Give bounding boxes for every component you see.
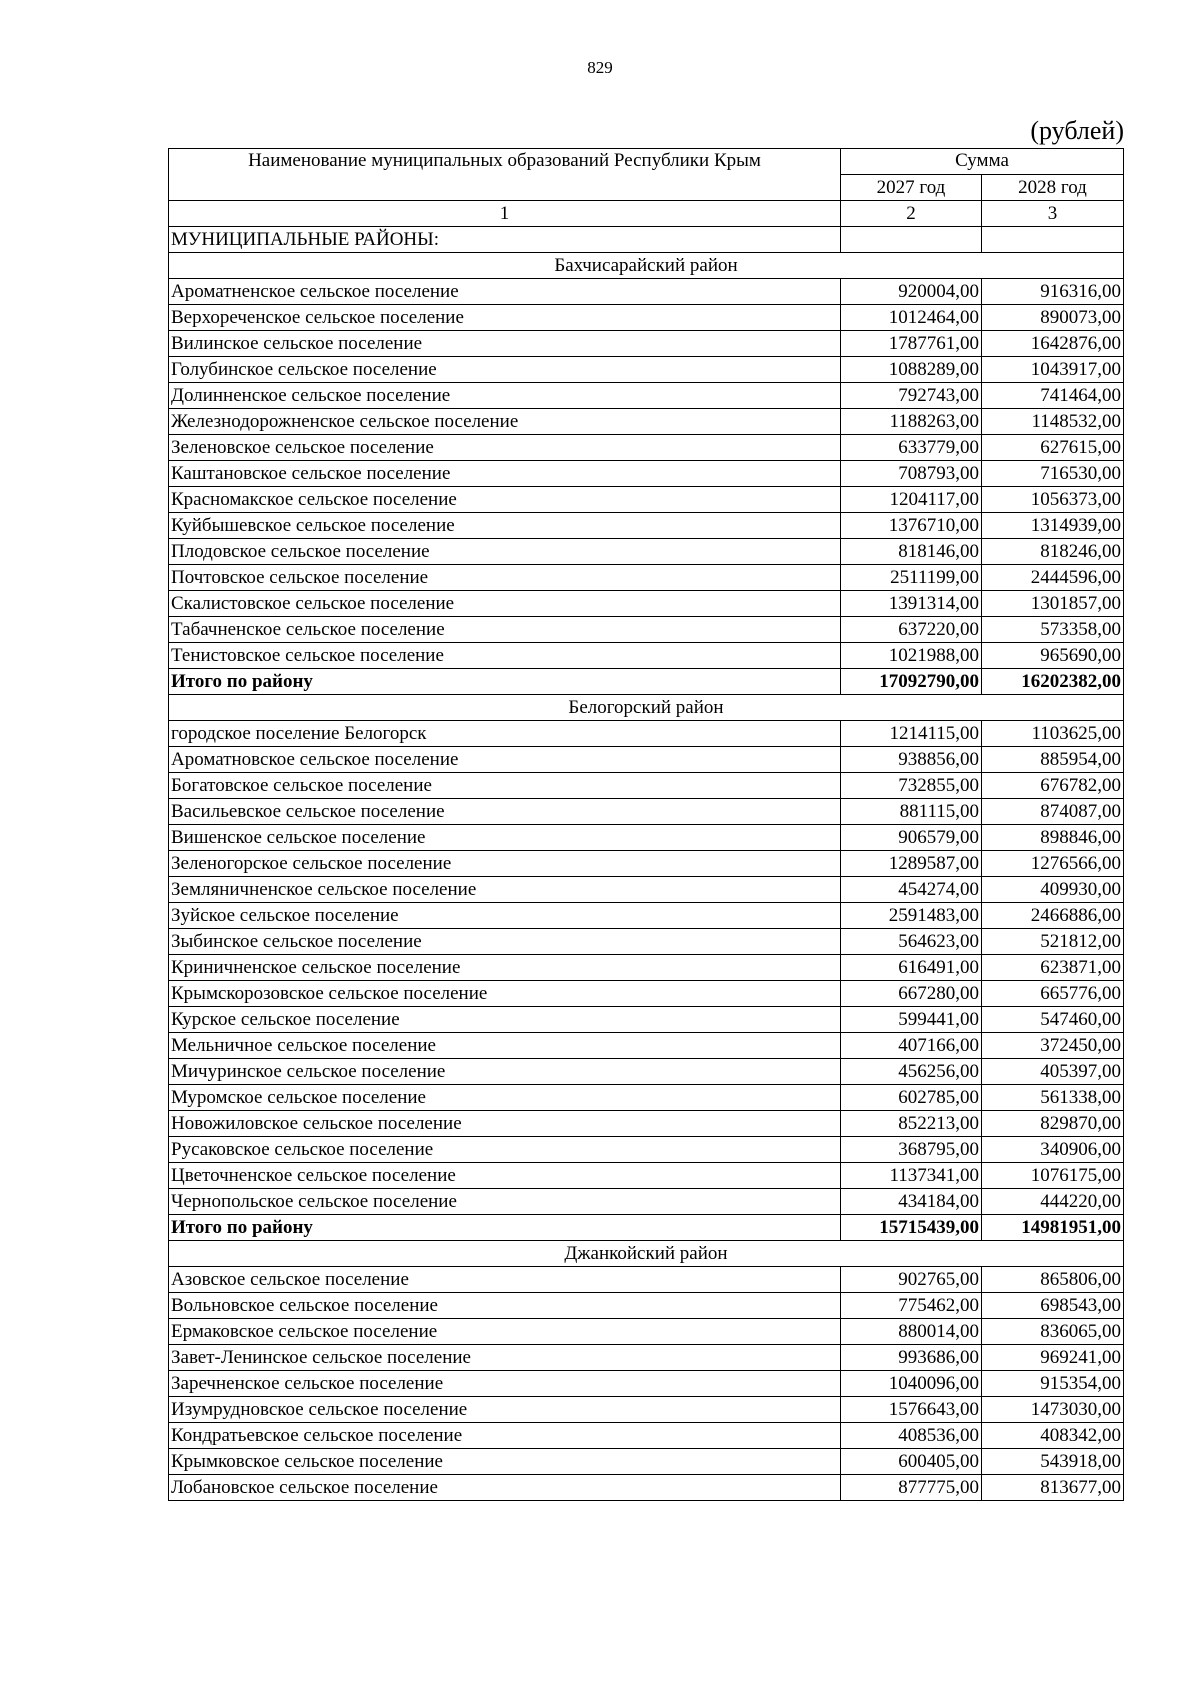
amount-2027: 1787761,00 xyxy=(841,331,982,357)
amount-2028: 1642876,00 xyxy=(982,331,1124,357)
table-row xyxy=(169,643,1124,669)
header-year-2028: 2028 год xyxy=(982,175,1124,201)
amount-2028: 1301857,00 xyxy=(982,591,1124,617)
amount-2028: 865806,00 xyxy=(982,1267,1124,1293)
header-name-column: Наименование муниципальных образований Республики Крым xyxy=(169,149,841,201)
settlement-name: Богатовское сельское поселение xyxy=(169,773,841,799)
settlement-name: Плодовское сельское поселение xyxy=(169,539,841,565)
amount-2028: 623871,00 xyxy=(982,955,1124,981)
amount-2027: 1088289,00 xyxy=(841,357,982,383)
header-row-1 xyxy=(169,149,1124,175)
column-number-3: 3 xyxy=(982,201,1124,227)
amount-2028: 543918,00 xyxy=(982,1449,1124,1475)
table-row xyxy=(169,1319,1124,1345)
empty-cell xyxy=(982,227,1124,253)
total-label: Итого по району xyxy=(169,1215,841,1241)
settlement-name: Вилинское сельское поселение xyxy=(169,331,841,357)
amount-2028: 340906,00 xyxy=(982,1137,1124,1163)
table-row xyxy=(169,1163,1124,1189)
amount-2027: 1391314,00 xyxy=(841,591,982,617)
settlement-name: Зеленовское сельское поселение xyxy=(169,435,841,461)
amount-2027: 2511199,00 xyxy=(841,565,982,591)
column-number-2: 2 xyxy=(841,201,982,227)
table-row xyxy=(169,981,1124,1007)
amount-2028: 915354,00 xyxy=(982,1371,1124,1397)
table-row xyxy=(169,305,1124,331)
district-total-row xyxy=(169,669,1124,695)
amount-2028: 521812,00 xyxy=(982,929,1124,955)
table-body xyxy=(169,149,1124,1501)
amount-2028: 885954,00 xyxy=(982,747,1124,773)
settlement-name: Железнодорожненское сельское поселение xyxy=(169,409,841,435)
settlement-name: Табачненское сельское поселение xyxy=(169,617,841,643)
settlement-name: Голубинское сельское поселение xyxy=(169,357,841,383)
table-row xyxy=(169,435,1124,461)
table-row xyxy=(169,929,1124,955)
amount-2028: 836065,00 xyxy=(982,1319,1124,1345)
settlement-name: Земляничненское сельское поселение xyxy=(169,877,841,903)
settlement-name: Муромское сельское поселение xyxy=(169,1085,841,1111)
settlement-name: Скалистовское сельское поселение xyxy=(169,591,841,617)
amount-2028: 573358,00 xyxy=(982,617,1124,643)
table-row xyxy=(169,825,1124,851)
total-label: Итого по району xyxy=(169,669,841,695)
amount-2028: 698543,00 xyxy=(982,1293,1124,1319)
table-row xyxy=(169,1189,1124,1215)
amount-2028: 1148532,00 xyxy=(982,409,1124,435)
settlement-name: Ароматненское сельское поселение xyxy=(169,279,841,305)
table-row xyxy=(169,851,1124,877)
amount-2027: 667280,00 xyxy=(841,981,982,1007)
table-row xyxy=(169,903,1124,929)
district-total-row xyxy=(169,1215,1124,1241)
amount-2027: 1188263,00 xyxy=(841,409,982,435)
district-title-row xyxy=(169,695,1124,721)
table-row xyxy=(169,747,1124,773)
settlement-name: Азовское сельское поселение xyxy=(169,1267,841,1293)
table-row xyxy=(169,1111,1124,1137)
settlement-name: Вишенское сельское поселение xyxy=(169,825,841,851)
amount-2027: 775462,00 xyxy=(841,1293,982,1319)
settlement-name: Ермаковское сельское поселение xyxy=(169,1319,841,1345)
table-row xyxy=(169,565,1124,591)
page-number: 829 xyxy=(587,58,613,77)
table-row xyxy=(169,539,1124,565)
amount-2027: 633779,00 xyxy=(841,435,982,461)
amount-2027: 599441,00 xyxy=(841,1007,982,1033)
amount-2028: 818246,00 xyxy=(982,539,1124,565)
table-row xyxy=(169,1449,1124,1475)
amount-2028: 408342,00 xyxy=(982,1423,1124,1449)
amount-2027: 1040096,00 xyxy=(841,1371,982,1397)
settlement-name: Кондратьевское сельское поселение xyxy=(169,1423,841,1449)
table-row xyxy=(169,1397,1124,1423)
amount-2027: 564623,00 xyxy=(841,929,982,955)
table-row xyxy=(169,1007,1124,1033)
amount-2028: 561338,00 xyxy=(982,1085,1124,1111)
settlement-name: Завет-Ленинское сельское поселение xyxy=(169,1345,841,1371)
amount-2027: 1576643,00 xyxy=(841,1397,982,1423)
amount-2027: 616491,00 xyxy=(841,955,982,981)
total-2028: 16202382,00 xyxy=(982,669,1124,695)
amount-2028: 676782,00 xyxy=(982,773,1124,799)
settlement-name: Каштановское сельское поселение xyxy=(169,461,841,487)
district-title-row xyxy=(169,253,1124,279)
amount-2028: 829870,00 xyxy=(982,1111,1124,1137)
table-row xyxy=(169,1267,1124,1293)
amount-2028: 409930,00 xyxy=(982,877,1124,903)
settlement-name: Крымковское сельское поселение xyxy=(169,1449,841,1475)
amount-2027: 434184,00 xyxy=(841,1189,982,1215)
amount-2028: 2466886,00 xyxy=(982,903,1124,929)
table-row xyxy=(169,799,1124,825)
table-row xyxy=(169,721,1124,747)
table-row xyxy=(169,591,1124,617)
amount-2027: 1021988,00 xyxy=(841,643,982,669)
amount-2027: 368795,00 xyxy=(841,1137,982,1163)
settlement-name: Новожиловское сельское поселение xyxy=(169,1111,841,1137)
table-row xyxy=(169,877,1124,903)
amount-2027: 600405,00 xyxy=(841,1449,982,1475)
amount-2027: 602785,00 xyxy=(841,1085,982,1111)
district-title: Белогорский район xyxy=(169,695,1124,721)
amount-2028: 1056373,00 xyxy=(982,487,1124,513)
table-row xyxy=(169,513,1124,539)
amount-2027: 881115,00 xyxy=(841,799,982,825)
settlement-name: Цветочненское сельское поселение xyxy=(169,1163,841,1189)
settlement-name: Почтовское сельское поселение xyxy=(169,565,841,591)
subsidy-table xyxy=(168,148,1124,1501)
amount-2028: 405397,00 xyxy=(982,1059,1124,1085)
amount-2028: 916316,00 xyxy=(982,279,1124,305)
settlement-name: Крымскорозовское сельское поселение xyxy=(169,981,841,1007)
settlement-name: Курское сельское поселение xyxy=(169,1007,841,1033)
district-title: Джанкойский район xyxy=(169,1241,1124,1267)
settlement-name: Куйбышевское сельское поселение xyxy=(169,513,841,539)
amount-2027: 993686,00 xyxy=(841,1345,982,1371)
table-row xyxy=(169,617,1124,643)
table-row xyxy=(169,1033,1124,1059)
table-row xyxy=(169,1345,1124,1371)
settlement-name: Лобановское сельское поселение xyxy=(169,1475,841,1501)
amount-2028: 813677,00 xyxy=(982,1475,1124,1501)
units-label: (рублей) xyxy=(1030,116,1124,145)
header-year-2027: 2027 год xyxy=(841,175,982,201)
table-row xyxy=(169,279,1124,305)
amount-2028: 2444596,00 xyxy=(982,565,1124,591)
amount-2028: 1314939,00 xyxy=(982,513,1124,539)
amount-2027: 852213,00 xyxy=(841,1111,982,1137)
settlement-name: Васильевское сельское поселение xyxy=(169,799,841,825)
settlement-name: Долинненское сельское поселение xyxy=(169,383,841,409)
table-row xyxy=(169,383,1124,409)
amount-2028: 372450,00 xyxy=(982,1033,1124,1059)
amount-2027: 1204117,00 xyxy=(841,487,982,513)
section-title-row xyxy=(169,227,1124,253)
settlement-name: Красномакское сельское поселение xyxy=(169,487,841,513)
amount-2027: 732855,00 xyxy=(841,773,982,799)
amount-2027: 1137341,00 xyxy=(841,1163,982,1189)
amount-2028: 444220,00 xyxy=(982,1189,1124,1215)
amount-2027: 920004,00 xyxy=(841,279,982,305)
amount-2028: 741464,00 xyxy=(982,383,1124,409)
table-row xyxy=(169,1371,1124,1397)
amount-2028: 874087,00 xyxy=(982,799,1124,825)
column-number-row xyxy=(169,201,1124,227)
settlement-name: Зеленогорское сельское поселение xyxy=(169,851,841,877)
amount-2028: 969241,00 xyxy=(982,1345,1124,1371)
table-row xyxy=(169,1475,1124,1501)
amount-2027: 1289587,00 xyxy=(841,851,982,877)
settlement-name: Русаковское сельское поселение xyxy=(169,1137,841,1163)
district-title-row xyxy=(169,1241,1124,1267)
amount-2028: 716530,00 xyxy=(982,461,1124,487)
settlement-name: Мичуринское сельское поселение xyxy=(169,1059,841,1085)
settlement-name: городское поселение Белогорск xyxy=(169,721,841,747)
table-row xyxy=(169,331,1124,357)
amount-2027: 408536,00 xyxy=(841,1423,982,1449)
table-row xyxy=(169,1059,1124,1085)
settlement-name: Верхореченское сельское поселение xyxy=(169,305,841,331)
table-row xyxy=(169,487,1124,513)
amount-2027: 2591483,00 xyxy=(841,903,982,929)
table-row xyxy=(169,1137,1124,1163)
amount-2027: 407166,00 xyxy=(841,1033,982,1059)
amount-2028: 627615,00 xyxy=(982,435,1124,461)
amount-2027: 906579,00 xyxy=(841,825,982,851)
settlement-name: Вольновское сельское поселение xyxy=(169,1293,841,1319)
total-2027: 15715439,00 xyxy=(841,1215,982,1241)
amount-2027: 708793,00 xyxy=(841,461,982,487)
amount-2027: 1376710,00 xyxy=(841,513,982,539)
table-row xyxy=(169,773,1124,799)
amount-2028: 1043917,00 xyxy=(982,357,1124,383)
amount-2027: 1214115,00 xyxy=(841,721,982,747)
column-number-1: 1 xyxy=(169,201,841,227)
amount-2027: 637220,00 xyxy=(841,617,982,643)
amount-2027: 938856,00 xyxy=(841,747,982,773)
amount-2027: 454274,00 xyxy=(841,877,982,903)
amount-2027: 902765,00 xyxy=(841,1267,982,1293)
table-row xyxy=(169,1085,1124,1111)
total-2027: 17092790,00 xyxy=(841,669,982,695)
table-row xyxy=(169,1423,1124,1449)
amount-2028: 1473030,00 xyxy=(982,1397,1124,1423)
amount-2028: 547460,00 xyxy=(982,1007,1124,1033)
amount-2027: 456256,00 xyxy=(841,1059,982,1085)
header-sum: Сумма xyxy=(841,149,1124,175)
table-row xyxy=(169,1293,1124,1319)
settlement-name: Зуйское сельское поселение xyxy=(169,903,841,929)
amount-2028: 890073,00 xyxy=(982,305,1124,331)
settlement-name: Зыбинское сельское поселение xyxy=(169,929,841,955)
table-row xyxy=(169,461,1124,487)
amount-2028: 1276566,00 xyxy=(982,851,1124,877)
amount-2028: 1103625,00 xyxy=(982,721,1124,747)
total-2028: 14981951,00 xyxy=(982,1215,1124,1241)
amount-2027: 877775,00 xyxy=(841,1475,982,1501)
amount-2028: 665776,00 xyxy=(982,981,1124,1007)
settlement-name: Заречненское сельское поселение xyxy=(169,1371,841,1397)
amount-2028: 965690,00 xyxy=(982,643,1124,669)
district-title: Бахчисарайский район xyxy=(169,253,1124,279)
table-row xyxy=(169,409,1124,435)
settlement-name: Мельничное сельское поселение xyxy=(169,1033,841,1059)
amount-2027: 1012464,00 xyxy=(841,305,982,331)
settlement-name: Изумрудновское сельское поселение xyxy=(169,1397,841,1423)
settlement-name: Чернопольское сельское поселение xyxy=(169,1189,841,1215)
settlement-name: Ароматновское сельское поселение xyxy=(169,747,841,773)
amount-2028: 898846,00 xyxy=(982,825,1124,851)
table-row xyxy=(169,357,1124,383)
amount-2027: 792743,00 xyxy=(841,383,982,409)
empty-cell xyxy=(841,227,982,253)
table-row xyxy=(169,955,1124,981)
settlement-name: Тенистовское сельское поселение xyxy=(169,643,841,669)
amount-2027: 880014,00 xyxy=(841,1319,982,1345)
settlement-name: Криничненское сельское поселение xyxy=(169,955,841,981)
amount-2028: 1076175,00 xyxy=(982,1163,1124,1189)
section-title: МУНИЦИПАЛЬНЫЕ РАЙОНЫ: xyxy=(169,227,841,253)
amount-2027: 818146,00 xyxy=(841,539,982,565)
